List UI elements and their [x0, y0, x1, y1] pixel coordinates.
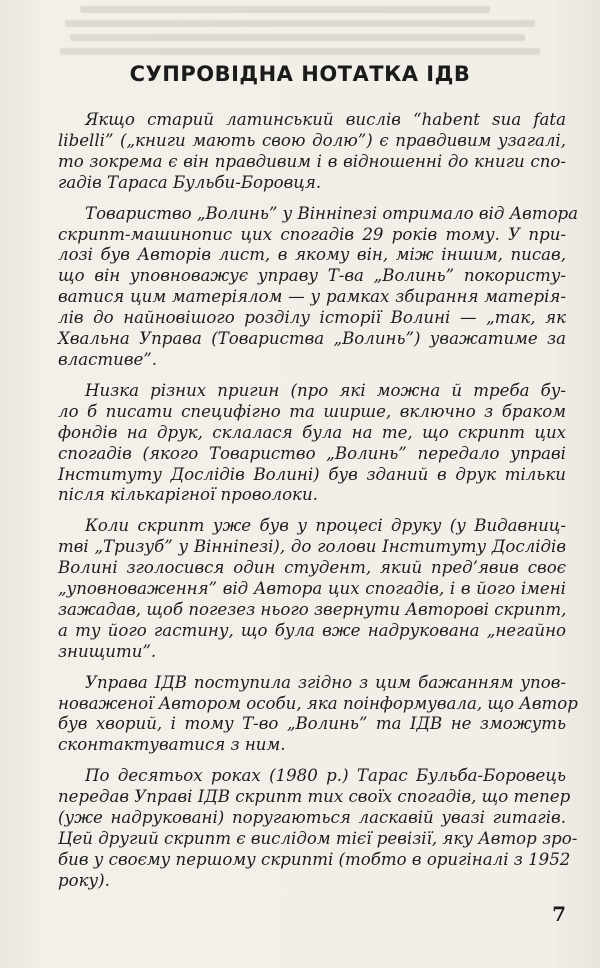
text-line: ватися цим матеріялом — у рамках збирання матерія-	[58, 287, 566, 307]
text-line: По десятьох роках (1980 р.) Тарас Бульба-Боровець	[85, 766, 566, 786]
paragraph	[58, 672, 578, 757]
text-line: гадів Тараса Бульби-Боровця.	[58, 172, 322, 192]
text-line: ло б писати специфігно та ширше, включно з браком	[58, 401, 566, 421]
text-line: Низка різних пригин (про які можна й треба бу-	[85, 380, 566, 400]
page-number: 7	[552, 902, 566, 926]
text-line: спогадів (якого Товариство „Волинь” передало управі	[58, 443, 566, 463]
text-line: Управа ІДВ поступила згідно з цим бажанням упов-	[85, 672, 566, 692]
text-line: зажадав, щоб погезез нього звернути Авторові скрипт,	[58, 599, 567, 619]
text-line: фондів на друк, склалася була на те, що скрипт цих	[58, 422, 566, 442]
text-line: скрипт-машинопис цих спогадів 29 років тому. У при-	[58, 224, 566, 244]
text-line: після кількарігної проволоки.	[58, 485, 318, 505]
paragraph	[58, 516, 566, 662]
paragraph	[58, 203, 579, 371]
paragraph	[58, 110, 566, 194]
text-line: сконтактуватися з ним.	[58, 735, 286, 755]
bleed-through-text	[60, 0, 550, 58]
text-line: року).	[58, 870, 110, 890]
text-line: (уже надруковані) поругаються ласкавій увазі гитагів.	[58, 808, 566, 828]
text-line: „уповноваження” від Автора цих спогадів, і в його імені	[58, 579, 566, 599]
text-line: Хвальна Управа (Товариства „Волинь”) уважатиме за	[58, 329, 566, 349]
page-title: СУПРОВІДНА НОТАТКА ІДВ	[129, 62, 471, 86]
text-line: Інституту Дослідів Волині) був зданий в друк тільки	[58, 464, 566, 484]
text-line: то зокрема є він правдивим і в відношенні до книги спо-	[58, 151, 566, 171]
text-line: бив у своєму першому скрипті (тобто в оригіналі з 1952	[58, 849, 571, 869]
paragraph	[58, 381, 566, 506]
text-line: Якщо старий латинський вислів “habent sua fata	[85, 110, 566, 129]
text-line: Волині зголосився один студент, який пред’явив своє	[58, 558, 566, 578]
text-line: новаженої Автором особи, яка поінформувала, що Автор	[58, 693, 578, 713]
paragraph	[58, 766, 578, 891]
text-line: лозі був Авторів лист, в якому він, між іншим, писав,	[58, 245, 566, 265]
text-line: властиве”.	[58, 349, 158, 369]
text-line: а ту його гастину, що була вже надрукована „негайно	[58, 620, 566, 640]
text-line: Товариство „Волинь” у Вінніпезі отримало від Автора	[85, 203, 579, 223]
text-line: тві „Тризуб” у Вінніпезі), до голови Інституту Дослідів	[58, 537, 566, 557]
text-line: передав Управі ІДВ скрипт тих своїх спогадів, що тепер	[58, 787, 571, 807]
text-line: Коли скрипт уже був у процесі друку (у Видавниц-	[85, 516, 566, 536]
body-text	[58, 110, 579, 902]
text-line: libelli” („книги мають свою долю”) є правдивим узагалі,	[58, 130, 566, 150]
text-line: що він уповноважує управу Т-ва „Волинь” покористу-	[58, 266, 566, 286]
text-line: лів до найновішого розділу історії Волині — „так, як	[58, 308, 566, 328]
text-line: знищити”.	[58, 641, 157, 661]
text-line: Цей другий скрипт є вислідом тієї ревізії, яку Автор зро-	[58, 829, 578, 848]
text-line: був хворий, і тому Т-во „Волинь” та ІДВ не зможуть	[58, 714, 566, 734]
